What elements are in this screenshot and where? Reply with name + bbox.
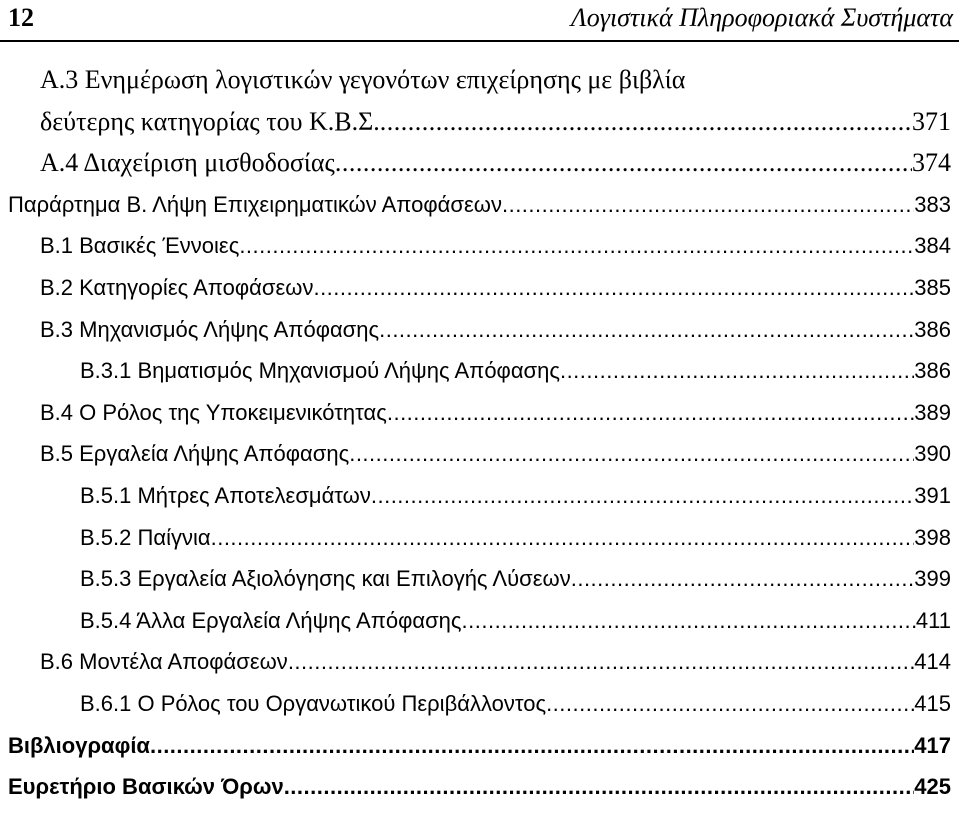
toc-entry-b5: [0, 438, 959, 480]
table-of-contents: [0, 64, 959, 813]
toc-entry-label: Β.5.4 Άλλα Εργαλεία Λήψης Απόφασης: [80, 607, 462, 633]
toc-entry-label: Β.3 Μηχανισμός Λήψης Απόφασης: [40, 316, 380, 342]
toc-entry-b5-2: [0, 522, 959, 564]
leader-dots: [371, 480, 914, 512]
toc-entry-label: Β.5.3 Εργαλεία Αξιολόγησης και Επιλογής Λύσεων: [80, 566, 571, 592]
toc-entry-page: 399: [914, 566, 951, 592]
toc-entry-page: 398: [914, 524, 951, 550]
toc-entry-index: [0, 771, 959, 813]
toc-entry-page: 386: [914, 358, 951, 384]
toc-entry-label: Β.1 Βασικές Έννοιες: [40, 233, 240, 259]
leader-dots: [546, 688, 914, 720]
leader-dots: [211, 522, 915, 554]
toc-entry-page: 374: [912, 148, 951, 178]
toc-entry-a4: [0, 147, 959, 189]
leader-dots: [335, 147, 912, 179]
leader-dots: [387, 397, 914, 429]
leader-dots: [502, 189, 914, 221]
toc-entry-b5-1: [0, 480, 959, 522]
toc-entry-page: 425: [914, 774, 951, 800]
leader-dots: [379, 314, 914, 346]
toc-entry-a3: [0, 64, 959, 106]
toc-entry-label: Β.5.2 Παίγνια: [80, 524, 211, 550]
leader-dots: [571, 563, 915, 595]
toc-entry-page: 415: [914, 690, 951, 716]
toc-entry-b3: [0, 314, 959, 356]
toc-entry-label: Β.6 Μοντέλα Αποφάσεων: [40, 649, 288, 675]
toc-entry-label: Β.3.1 Βηματισμός Μηχανισμού Λήψης Απόφασης: [80, 358, 560, 384]
toc-entry-page: 390: [914, 441, 951, 467]
toc-entry-label: δεύτερης κατηγορίας του Κ.Β.Σ.: [40, 106, 380, 136]
toc-entry-b6: [0, 646, 959, 688]
leader-dots: [380, 106, 912, 138]
toc-entry-label: Β.6.1 Ο Ρόλος του Οργανωτικού Περιβάλλοντος: [80, 690, 547, 716]
toc-entry-b1: [0, 230, 959, 272]
toc-entry-page: 414: [914, 649, 951, 675]
toc-entry-page: 371: [912, 106, 951, 136]
toc-entry-b3-1: [0, 355, 959, 397]
toc-entry-label: Παράρτημα Β. Λήψη Επιχειρηματικών Αποφάσεων: [8, 191, 502, 217]
toc-entry-label: Β.5.1 Μήτρες Αποτελεσμάτων: [80, 482, 371, 508]
toc-entry-b5-3: [0, 563, 959, 605]
page-header: [0, 0, 959, 42]
toc-entry-label: Β.2 Κατηγορίες Αποφάσεων: [40, 274, 314, 300]
leader-dots: [560, 355, 914, 387]
page-number: 12: [8, 3, 34, 32]
toc-entry-label: Βιβλιογραφία: [8, 732, 150, 758]
leader-dots: [284, 771, 915, 803]
toc-entry-page: 391: [914, 482, 951, 508]
toc-entry-b5-4: [0, 605, 959, 647]
leader-dots: [462, 605, 916, 637]
toc-entry-b4: [0, 397, 959, 439]
leader-dots: [239, 230, 914, 262]
toc-entry-page: 384: [914, 233, 951, 259]
toc-entry-label: Β.4 Ο Ρόλος της Υποκειμενικότητας: [40, 399, 387, 425]
toc-entry-page: 386: [914, 316, 951, 342]
leader-dots: [288, 646, 914, 678]
toc-entry-label: Α.3 Ενημέρωση λογιστικών γεγονότων επιχείρησης με βιβλία: [40, 65, 686, 94]
toc-entry-label: Α.4 Διαχείριση μισθοδοσίας: [40, 148, 335, 178]
toc-entry-appendix-b: [0, 189, 959, 231]
toc-entry-label: Β.5 Εργαλεία Λήψης Απόφασης: [40, 441, 350, 467]
toc-entry-a3-cont: [0, 106, 959, 148]
leader-dots: [349, 438, 914, 470]
toc-entry-page: 411: [915, 607, 951, 633]
toc-entry-page: 389: [914, 399, 951, 425]
toc-entry-label: Ευρετήριο Βασικών Όρων: [8, 774, 284, 800]
toc-entry-page: 417: [914, 732, 951, 758]
toc-entry-page: 385: [914, 274, 951, 300]
toc-entry-b6-1: [0, 688, 959, 730]
running-title: Λογιστικά Πληροφοριακά Συστήματα: [571, 3, 953, 32]
toc-entry-page: 383: [914, 191, 951, 217]
leader-dots: [150, 730, 914, 762]
leader-dots: [313, 272, 914, 304]
toc-entry-b2: [0, 272, 959, 314]
toc-entry-bibliography: [0, 730, 959, 772]
